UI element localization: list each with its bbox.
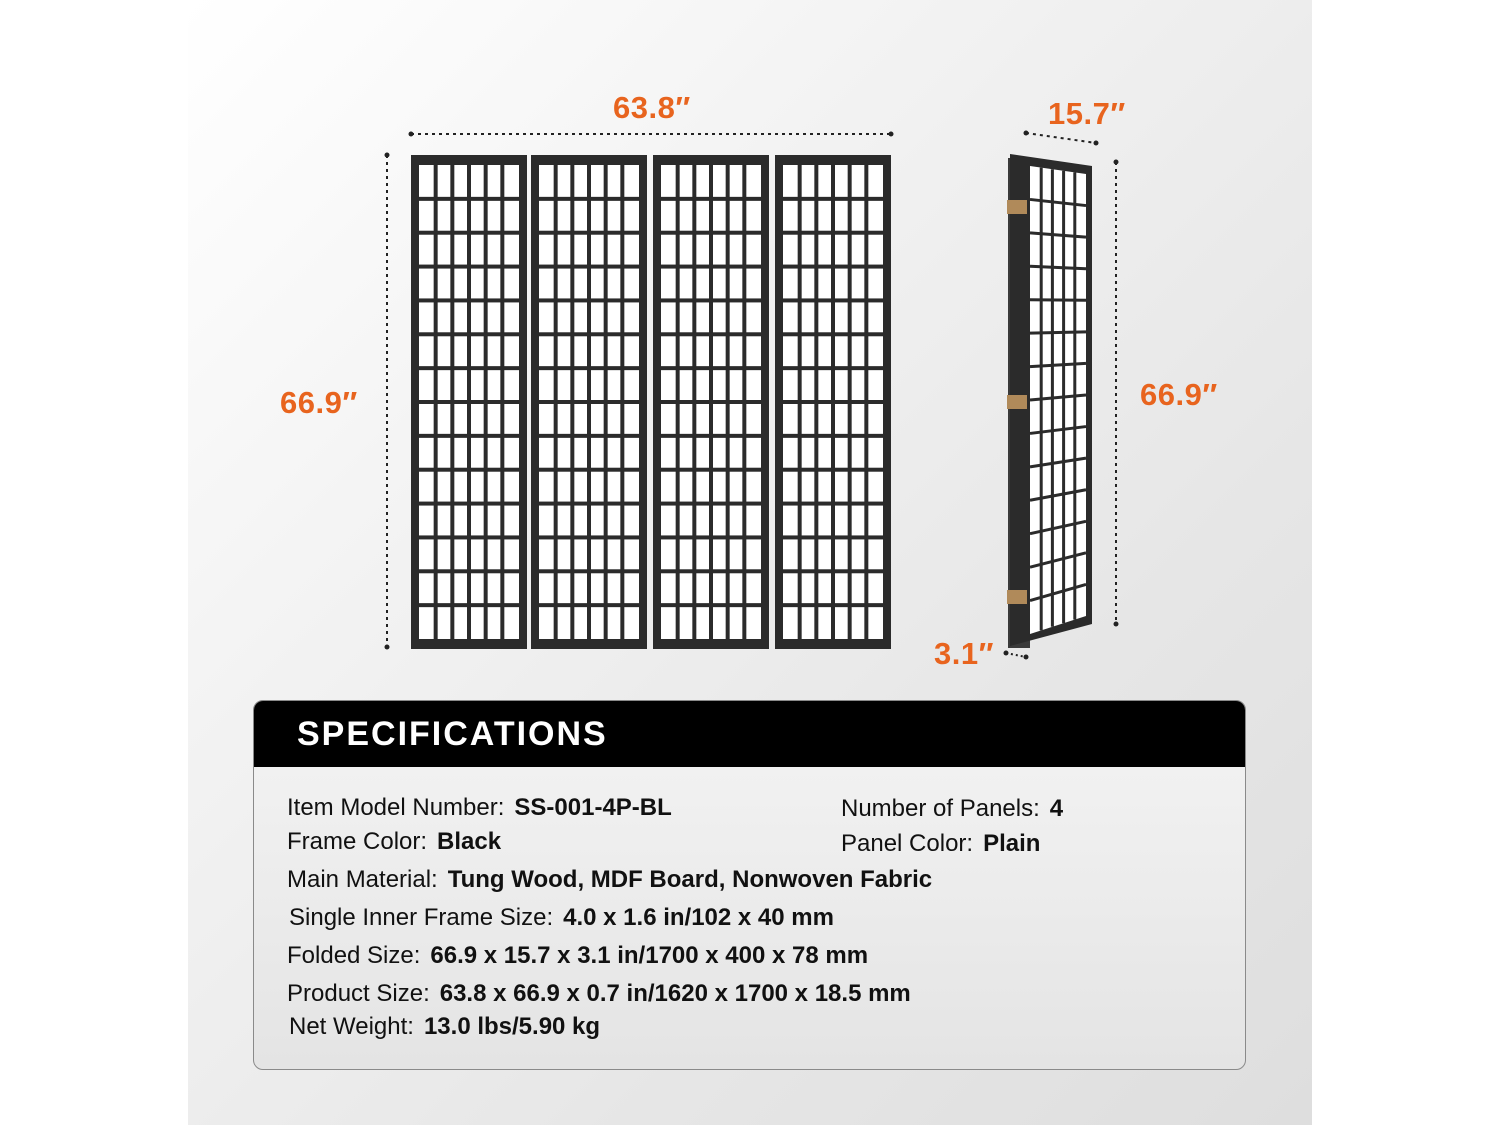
spec-panel-color	[841, 830, 1040, 858]
lattice-bar	[661, 468, 761, 472]
lattice-bar	[419, 298, 519, 302]
lattice-bar	[1030, 300, 1086, 301]
spec-value: SS-001-4P-BL	[514, 794, 672, 821]
lattice-bar	[419, 603, 519, 607]
spec-value: 4.0 x 1.6 in/102 x 40 mm	[563, 904, 834, 931]
lattice-bar	[419, 400, 519, 404]
lattice-bar	[539, 603, 639, 607]
lattice-bar	[539, 231, 639, 235]
lattice-bar	[661, 231, 761, 235]
lattice-bar	[539, 502, 639, 506]
lattice-bar	[783, 298, 883, 302]
lattice-bar	[419, 535, 519, 539]
spec-label: Product Size:	[287, 980, 430, 1007]
lattice-bar	[419, 502, 519, 506]
lattice-bar	[783, 434, 883, 438]
spec-value: 4	[1049, 795, 1064, 822]
lattice-bar	[661, 603, 761, 607]
lattice-bar	[783, 366, 883, 370]
lattice-bar	[661, 400, 761, 404]
lattice-bar	[661, 434, 761, 438]
lattice-bar	[783, 502, 883, 506]
hinge	[1007, 590, 1027, 604]
lattice-bar	[661, 502, 761, 506]
lattice-bar	[783, 468, 883, 472]
lattice-bar	[539, 535, 639, 539]
spec-value: Tung Wood, MDF Board, Nonwoven Fabric	[447, 866, 933, 893]
hinge	[1007, 395, 1027, 409]
lattice-bar	[661, 535, 761, 539]
lattice-bar	[419, 434, 519, 438]
lattice-bar	[539, 569, 639, 573]
spec-label: Single Inner Frame Size:	[289, 904, 554, 931]
lattice-bar	[539, 332, 639, 336]
lattice-bar	[539, 298, 639, 302]
spec-value: 66.9 x 15.7 x 3.1 in/1700 x 400 x 78 mm	[430, 942, 869, 969]
spec-product-size	[287, 980, 911, 1008]
spec-value: 63.8 x 66.9 x 0.7 in/1620 x 1700 x 18.5 mm	[439, 980, 911, 1007]
lattice-bar	[783, 603, 883, 607]
lattice-bar	[661, 332, 761, 336]
lattice-bar	[661, 366, 761, 370]
front-panels	[411, 155, 891, 649]
lattice-bar	[539, 434, 639, 438]
panel-width-dimension-label: 15.7″	[1048, 96, 1126, 131]
lattice-bar	[661, 265, 761, 269]
spec-frame-color	[287, 828, 501, 856]
hinge	[1007, 200, 1027, 214]
spec-label: Folded Size:	[287, 942, 421, 969]
lattice-bar	[539, 468, 639, 472]
spec-main-material	[287, 866, 932, 894]
lattice-bar	[783, 332, 883, 336]
specifications-header	[254, 701, 1245, 767]
spec-folded-size	[287, 942, 868, 970]
specifications-title: SPECIFICATIONS	[297, 715, 608, 753]
spec-net-weight	[289, 1013, 600, 1041]
spec-number-of-panels	[841, 795, 1063, 823]
lattice-bar	[419, 366, 519, 370]
lattice-bar	[661, 197, 761, 201]
lattice-bar	[419, 468, 519, 472]
depth-dimension-label: 3.1″	[934, 636, 994, 671]
lattice-bar	[539, 366, 639, 370]
spec-label: Net Weight:	[289, 1013, 414, 1040]
spec-label: Number of Panels:	[841, 795, 1040, 822]
lattice-bar	[539, 197, 639, 201]
lattice-bar	[661, 569, 761, 573]
lattice-bar	[419, 332, 519, 336]
spec-item-model-number	[287, 794, 672, 822]
side-panel	[1007, 154, 1092, 648]
lattice-bar	[539, 265, 639, 269]
lattice-bar	[539, 400, 639, 404]
width-dimension-label: 63.8″	[613, 90, 691, 125]
lattice-bar	[661, 298, 761, 302]
spec-value: Black	[437, 828, 502, 855]
folded-panel-stack	[1007, 154, 1092, 648]
lattice-bar	[783, 231, 883, 235]
lattice-bar	[419, 231, 519, 235]
lattice-bar	[419, 265, 519, 269]
specifications-card	[253, 700, 1246, 1070]
lattice-bar	[783, 265, 883, 269]
lattice-bar	[783, 197, 883, 201]
spec-label: Main Material:	[287, 866, 438, 893]
height-dimension-label: 66.9″	[280, 385, 358, 420]
lattice-bar	[783, 400, 883, 404]
spec-label: Panel Color:	[841, 830, 974, 857]
spec-single-inner-frame-size	[289, 904, 834, 932]
lattice-bar	[1030, 332, 1086, 333]
spec-value: Plain	[983, 830, 1041, 857]
spec-label: Item Model Number:	[287, 794, 505, 821]
lattice-bar	[419, 569, 519, 573]
spec-label: Frame Color:	[287, 828, 428, 855]
side-height-dimension-label: 66.9″	[1140, 377, 1218, 412]
spec-value: 13.0 lbs/5.90 kg	[423, 1013, 601, 1040]
lattice-bar	[783, 569, 883, 573]
lattice-bar	[783, 535, 883, 539]
lattice-bar	[419, 197, 519, 201]
